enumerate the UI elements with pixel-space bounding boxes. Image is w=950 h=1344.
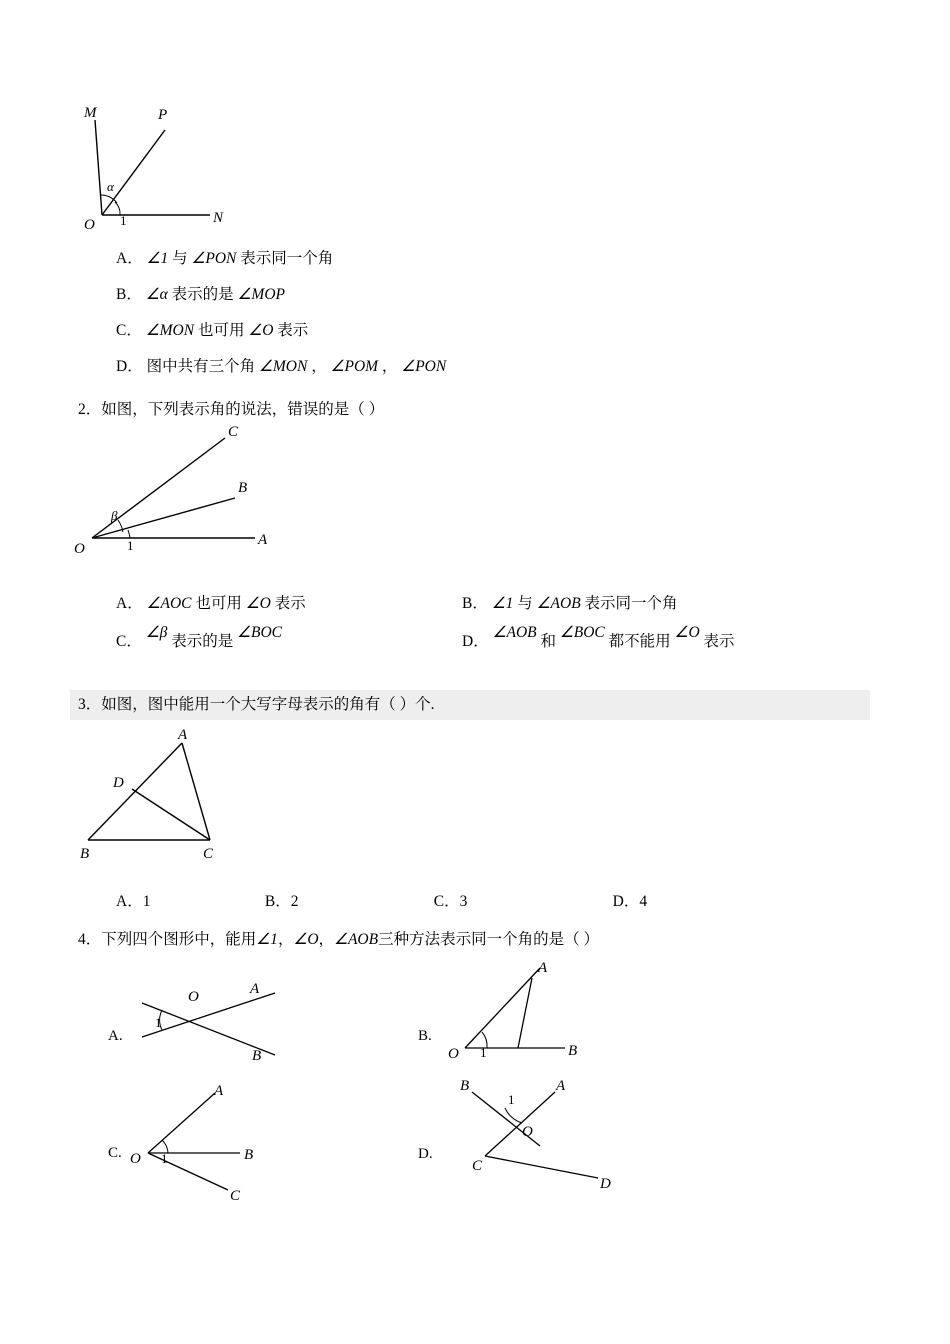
q1-option-d-text1: 图中共有三个角 [146,358,256,375]
q4-d-label-1: 1 [508,1092,515,1107]
q4-svg-d [410,1078,740,1203]
q1-figure [70,95,290,235]
q4-d-label-A: A [556,1078,566,1094]
q2-option-b-text1: 与 [517,595,533,612]
q1-option-b-key: B． [116,286,142,303]
q3-option-d [613,890,647,913]
q1-label-1: 1 [120,213,127,228]
q3-label-B: B [80,846,90,862]
q2-label-C: C [228,424,239,440]
q1-option-a-text1: 与 [172,250,188,267]
q2-label-O: O [74,541,85,557]
q4-b-label-O: O [448,1046,459,1062]
q3-label-A: A [178,727,188,743]
q3-number: 3． [78,696,102,713]
q2-option-d-angle3: ∠O [674,624,700,641]
q2-option-c-angle1: ∠β [145,624,168,641]
q4-c-key: C. [108,1145,122,1161]
q1-label-M: M [84,105,97,121]
q4-svg-a [100,965,430,1075]
q1-option-b-text1: 表示的是 [171,286,234,303]
q3-option-b [265,890,430,913]
q2-stem-text: 如图，下列表示角的说法，错误的是（ ） [101,401,385,418]
q1-option-b-angle1: ∠α [145,286,168,303]
q4-a-label-1: 1 [155,1015,162,1030]
q1-option-c-text1: 也可用 [197,322,245,339]
q2-option-a-text2: 表示 [274,595,306,612]
q4-d-key: D. [418,1146,433,1162]
q4-stem-comma2: ， [318,931,335,948]
q2-label-A: A [258,532,268,548]
q4-a-key: A. [108,1028,123,1044]
q1-option-d-angle1: ∠MON [258,358,308,375]
q3-options [116,890,816,913]
q4-stem [78,928,898,951]
q2-option-b-text2: 表示同一个角 [584,595,678,612]
q2-stem [78,398,878,421]
q4-figure-d [410,1078,740,1203]
q1-option-d-angle3: ∠PON [401,358,447,375]
q2-option-c-text1: 表示的是 [171,633,234,650]
q2-option-d-text2: 都不能用 [608,633,671,650]
q3-option-c [434,890,609,913]
q4-stem-angle1: ∠1 [256,931,278,948]
q2-option-a-text1: 也可用 [195,595,242,612]
q4-svg-b [410,960,740,1075]
q3-label-C: C [203,846,214,862]
q2-option-d-angle2: ∠BOC [559,624,605,641]
q3-option-a-text: 1 [142,893,151,910]
q1-option-a-angle1: ∠1 [146,250,169,267]
q1-svg [70,95,290,235]
q2-option-a-angle1: ∠AOC [146,595,192,612]
q1-option-a-angle2: ∠PON [191,250,237,267]
q3-figure [70,725,310,865]
q4-c-label-B: B [244,1147,254,1163]
q4-svg-c [100,1085,430,1205]
q1-label-alpha: α [107,179,114,194]
q2-number: 2． [78,401,102,418]
q1-option-d-angle2: ∠POM [330,358,379,375]
q4-figure-b [410,960,740,1075]
q4-b-label-B: B [568,1043,578,1059]
q1-label-P: P [158,107,168,123]
q4-a-label-O: O [188,989,199,1005]
q2-option-d-text1: 和 [540,633,556,650]
q4-b-label-A: A [538,960,548,976]
q2-label-B: B [238,480,248,496]
q2-label-beta: β [111,508,118,523]
q3-option-b-text: 2 [290,893,299,910]
q2-option-c [116,624,456,653]
q2-option-d-text3: 表示 [703,633,735,650]
q2-option-d [462,624,882,653]
q4-d-label-B: B [460,1078,470,1094]
q2-label-1: 1 [127,538,134,553]
q4-stem-p7: 三种方法表示同一个角的是（ ） [378,931,599,948]
q4-b-key: B. [418,1028,432,1044]
q2-figure [70,420,330,560]
q4-stem-angle2: ∠O [293,931,319,948]
q1-option-a-key: A． [116,250,143,267]
q3-label-D: D [113,775,124,791]
q3-option-c-text: 3 [459,893,468,910]
q4-d-label-D: D [600,1176,611,1192]
q1-option-b [116,283,816,306]
q1-option-c-key: C． [116,322,142,339]
q3-option-d-text: 4 [639,893,648,910]
q3-option-d-key: D． [612,893,640,910]
q1-option-a-text2: 表示同一个角 [240,250,334,267]
q2-option-a-angle2: ∠O [245,595,271,612]
q2-option-d-angle1: ∠AOB [492,624,537,641]
q1-option-c-text2: 表示 [277,322,309,339]
q1-option-c-angle2: ∠O [248,322,274,339]
q1-option-b-angle2: ∠MOP [237,286,285,303]
q2-option-b-angle1: ∠1 [491,595,514,612]
q1-option-d-comma2: ， [381,358,398,375]
q4-d-label-C: C [472,1158,483,1174]
q2-option-b-angle2: ∠AOB [536,595,581,612]
q4-a-label-B: B [252,1048,262,1064]
q4-a-label-A: A [250,981,260,997]
q2-option-d-key: D． [462,633,489,650]
q4-number: 4． [78,931,102,948]
q1-option-c-angle1: ∠MON [145,322,195,339]
q4-c-label-A: A [214,1085,224,1099]
q2-option-a-key: A． [116,595,143,612]
q1-option-d-key: D． [116,358,143,375]
q4-stem-comma1: ， [277,931,294,948]
q2-option-c-key: C． [116,633,142,650]
q2-option-b-key: B． [462,595,488,612]
q1-option-d-comma1: ， [311,358,327,375]
q3-option-c-key: C． [433,893,460,910]
q3-option-a [116,890,261,913]
q4-stem-angle3: ∠AOB [334,931,379,948]
q3-stem [78,693,878,716]
q4-figure-a [100,965,430,1075]
q4-b-label-1: 1 [480,1045,487,1060]
q2-option-c-angle2: ∠BOC [237,624,283,641]
q4-c-label-1: 1 [161,1151,168,1166]
q1-label-O: O [84,217,95,233]
q2-svg [70,420,330,560]
q1-option-c [116,319,816,342]
q2-option-a [116,592,456,615]
q4-c-label-C: C [230,1188,241,1204]
q4-stem-p1: 下列四个图形中，能用 [101,931,257,948]
q1-label-N: N [213,210,224,226]
q3-option-a-key: A． [116,893,143,910]
q3-stem-text: 如图，图中能用一个大写字母表示的角有（ ）个. [101,696,435,713]
q3-option-b-key: B． [264,893,291,910]
q1-option-a [116,247,816,270]
q2-option-b [462,592,862,615]
q1-option-d [116,355,816,378]
q4-figure-c [100,1085,430,1205]
q4-d-label-O: O [522,1124,533,1140]
q3-svg [70,725,310,865]
q4-c-label-O: O [130,1151,141,1167]
